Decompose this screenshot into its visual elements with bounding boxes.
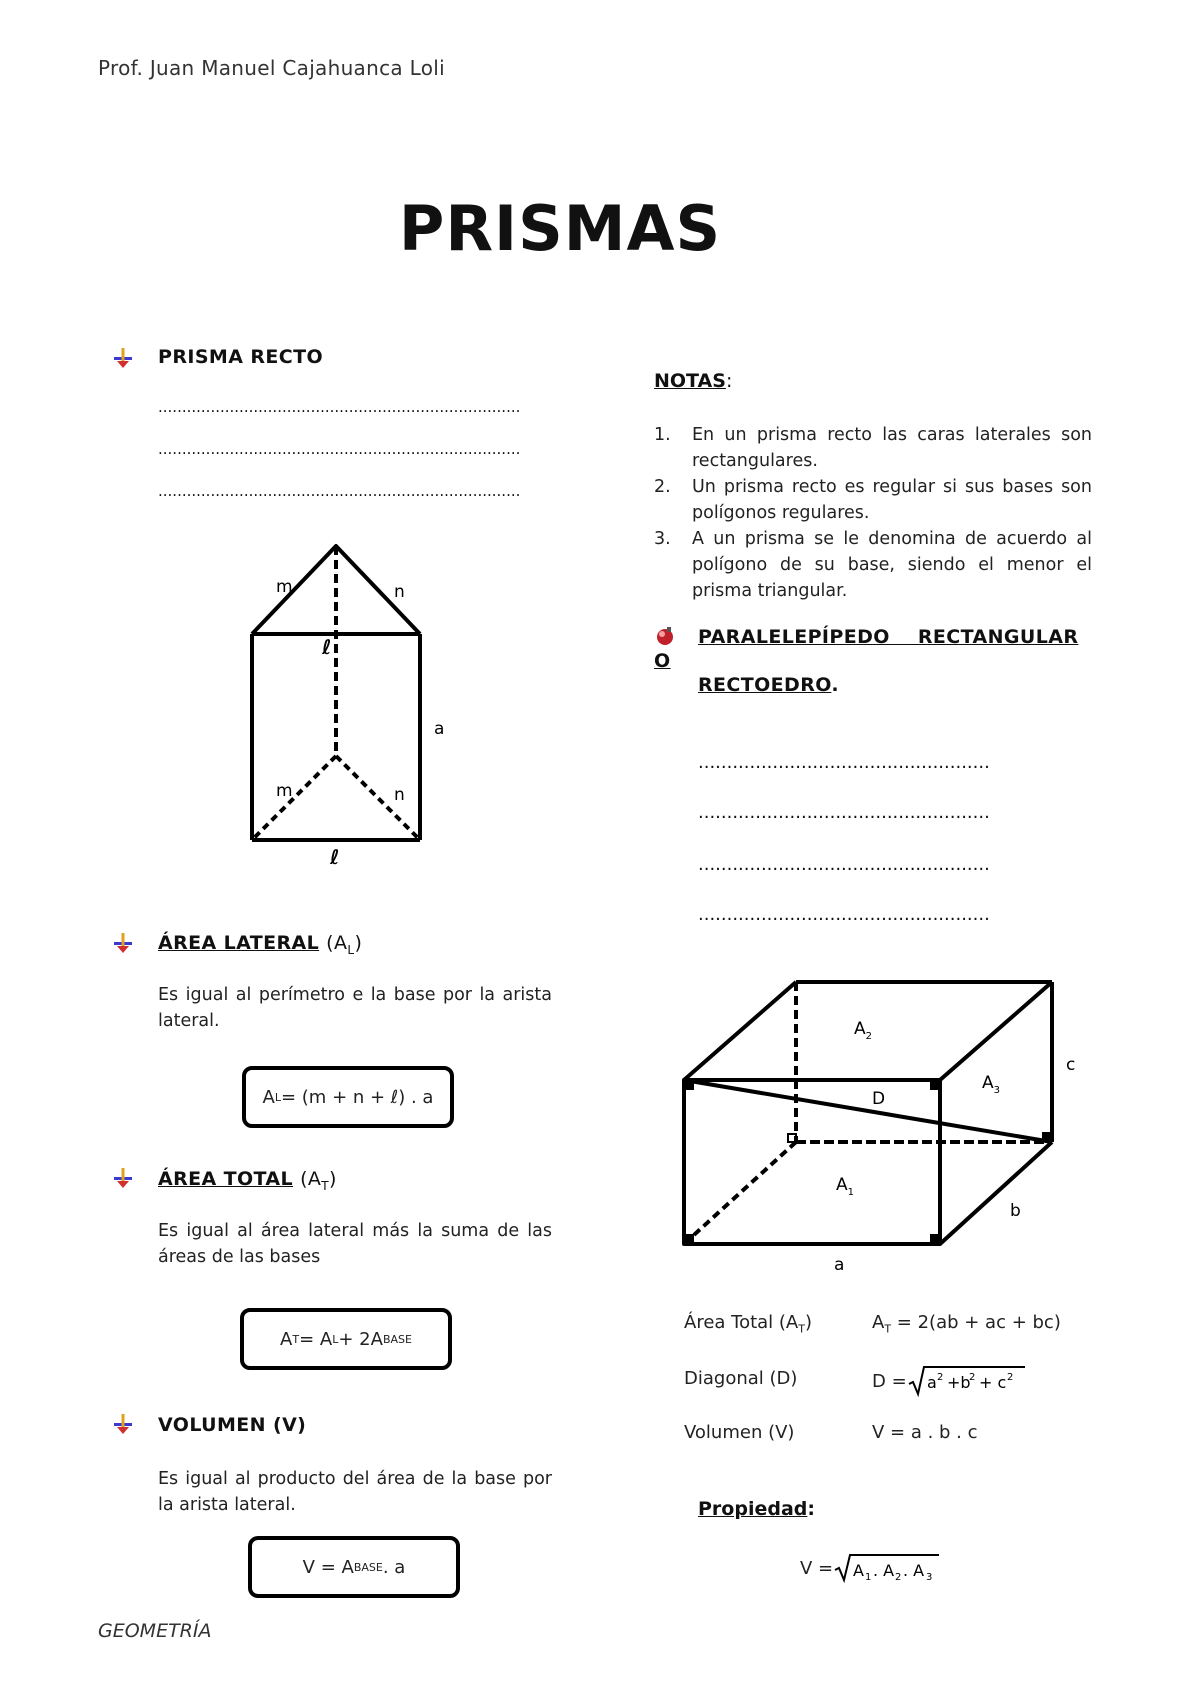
svg-text:2: 2 (1006, 1372, 1014, 1383)
label-A1: $A_1$ (836, 1175, 855, 1198)
area-total-formula-box: $A_T = 2(ab$ + ac + bc) (872, 1312, 1061, 1336)
label-A2: $A_2$ (854, 1019, 873, 1042)
svg-text:2: 2 (936, 1372, 944, 1383)
label-D: D (872, 1089, 886, 1109)
area-total-formula: A T = A L + 2A BASE (240, 1308, 452, 1370)
label-l-mid: ℓ (322, 635, 332, 659)
volumen-text: Es igual al producto del área de la base por la arista lateral. (158, 1469, 552, 1515)
bullet-arrow-icon (112, 1413, 134, 1435)
svg-text:+b: +b (946, 1373, 971, 1392)
diagonal-label: Diagonal (D) (684, 1368, 798, 1389)
page-title: PRISMAS (398, 192, 722, 265)
nota-item: 2. Un prisma recto es regular si sus bases son polígonos regulares. (654, 477, 1092, 523)
area-lateral-formula: A L = (m + n + ℓ) . a (242, 1066, 454, 1128)
bullet-ball-icon (654, 626, 676, 648)
bullet-arrow-icon (112, 932, 134, 954)
svg-text:. A: . A (873, 1561, 895, 1580)
svg-text:A: A (853, 1561, 865, 1580)
page-header: Prof. Juan Manuel Cajahuanca Loli (98, 56, 445, 80)
nota-item: 3. A un prisma se le denomina de acuerdo al polígono de su base, siendo el menor el prisma triangular. (654, 529, 1092, 601)
rectoedro-heading: RECTOEDRO. (698, 674, 840, 696)
svg-text:3: 3 (926, 1572, 933, 1583)
svg-text:+ c: + c (978, 1373, 1006, 1392)
propiedad-formula: V = A 1 . A 2 . A 3 (800, 1552, 941, 1584)
area-lateral-heading: ÁREA LATERAL $(A_L)$ (158, 932, 363, 957)
label-m-bottom: m (276, 781, 293, 801)
notas-list (654, 422, 1092, 604)
label-n-top: n (394, 582, 405, 602)
sqrt-sign-icon (833, 1552, 941, 1584)
area-total-label: Área Total $(A_T)$ (684, 1312, 813, 1336)
svg-text:a: a (926, 1373, 937, 1392)
svg-text:. A: . A (903, 1561, 925, 1580)
area-lateral-text: Es igual al perímetro e la base por la arista lateral. (158, 985, 552, 1031)
label-l-bottom: ℓ (330, 845, 340, 869)
bullet-arrow-icon (112, 1167, 134, 1189)
volumen-formula: V = A BASE . a (248, 1536, 460, 1598)
triangular-prism-figure (230, 530, 450, 870)
notas-title: NOTAS: (654, 370, 733, 392)
volumen-formula-box: V = a . b . c (872, 1422, 978, 1443)
label-c: c (1066, 1055, 1076, 1075)
label-A3: $A_3$ (982, 1073, 1001, 1096)
prisma-recto-heading: PRISMA RECTO (158, 346, 324, 368)
label-n-bottom: n (394, 785, 405, 805)
label-a: a (434, 719, 445, 739)
svg-text:2: 2 (895, 1572, 902, 1583)
nota-item: 1. En un prisma recto las caras laterales son rectangulares. (654, 425, 1092, 471)
blank-line-3: ............................................................................ (158, 482, 521, 500)
blank-line-6: ................................................... (698, 854, 990, 875)
label-m-top: m (276, 577, 293, 597)
blank-line-5: ................................................... (698, 802, 990, 823)
area-total-heading: ÁREA TOTAL $(A_T)$ (158, 1168, 337, 1193)
blank-line-2: ............................................................................ (158, 440, 521, 458)
paralelepipedo-heading: PARALELEPÍPEDO RECTANGULAR (698, 626, 1079, 648)
blank-line-4: ................................................... (698, 752, 990, 773)
svg-text:1: 1 (865, 1572, 872, 1583)
volumen-label: Volumen (V) (684, 1422, 795, 1443)
rectangular-box-figure (670, 968, 1090, 1278)
blank-line-1: ............................................................................ (158, 398, 521, 416)
label-b: b (1010, 1201, 1021, 1221)
area-total-text: Es igual al área lateral más la suma de las áreas de las bases (158, 1221, 552, 1267)
blank-line-7: ................................................... (698, 904, 990, 925)
propiedad-title: Propiedad: (698, 1498, 815, 1520)
label-a-box: a (834, 1255, 845, 1275)
volumen-heading: VOLUMEN (V) (158, 1414, 307, 1436)
svg-text:2: 2 (968, 1372, 976, 1383)
diagonal-formula: D = a 2 +b 2 + c 2 (872, 1364, 1027, 1398)
paralelepipedo-o: O (654, 650, 671, 672)
sqrt-sign-icon (907, 1364, 1027, 1398)
bullet-arrow-icon (112, 347, 134, 369)
page-footer: GEOMETRÍA (98, 1620, 212, 1642)
